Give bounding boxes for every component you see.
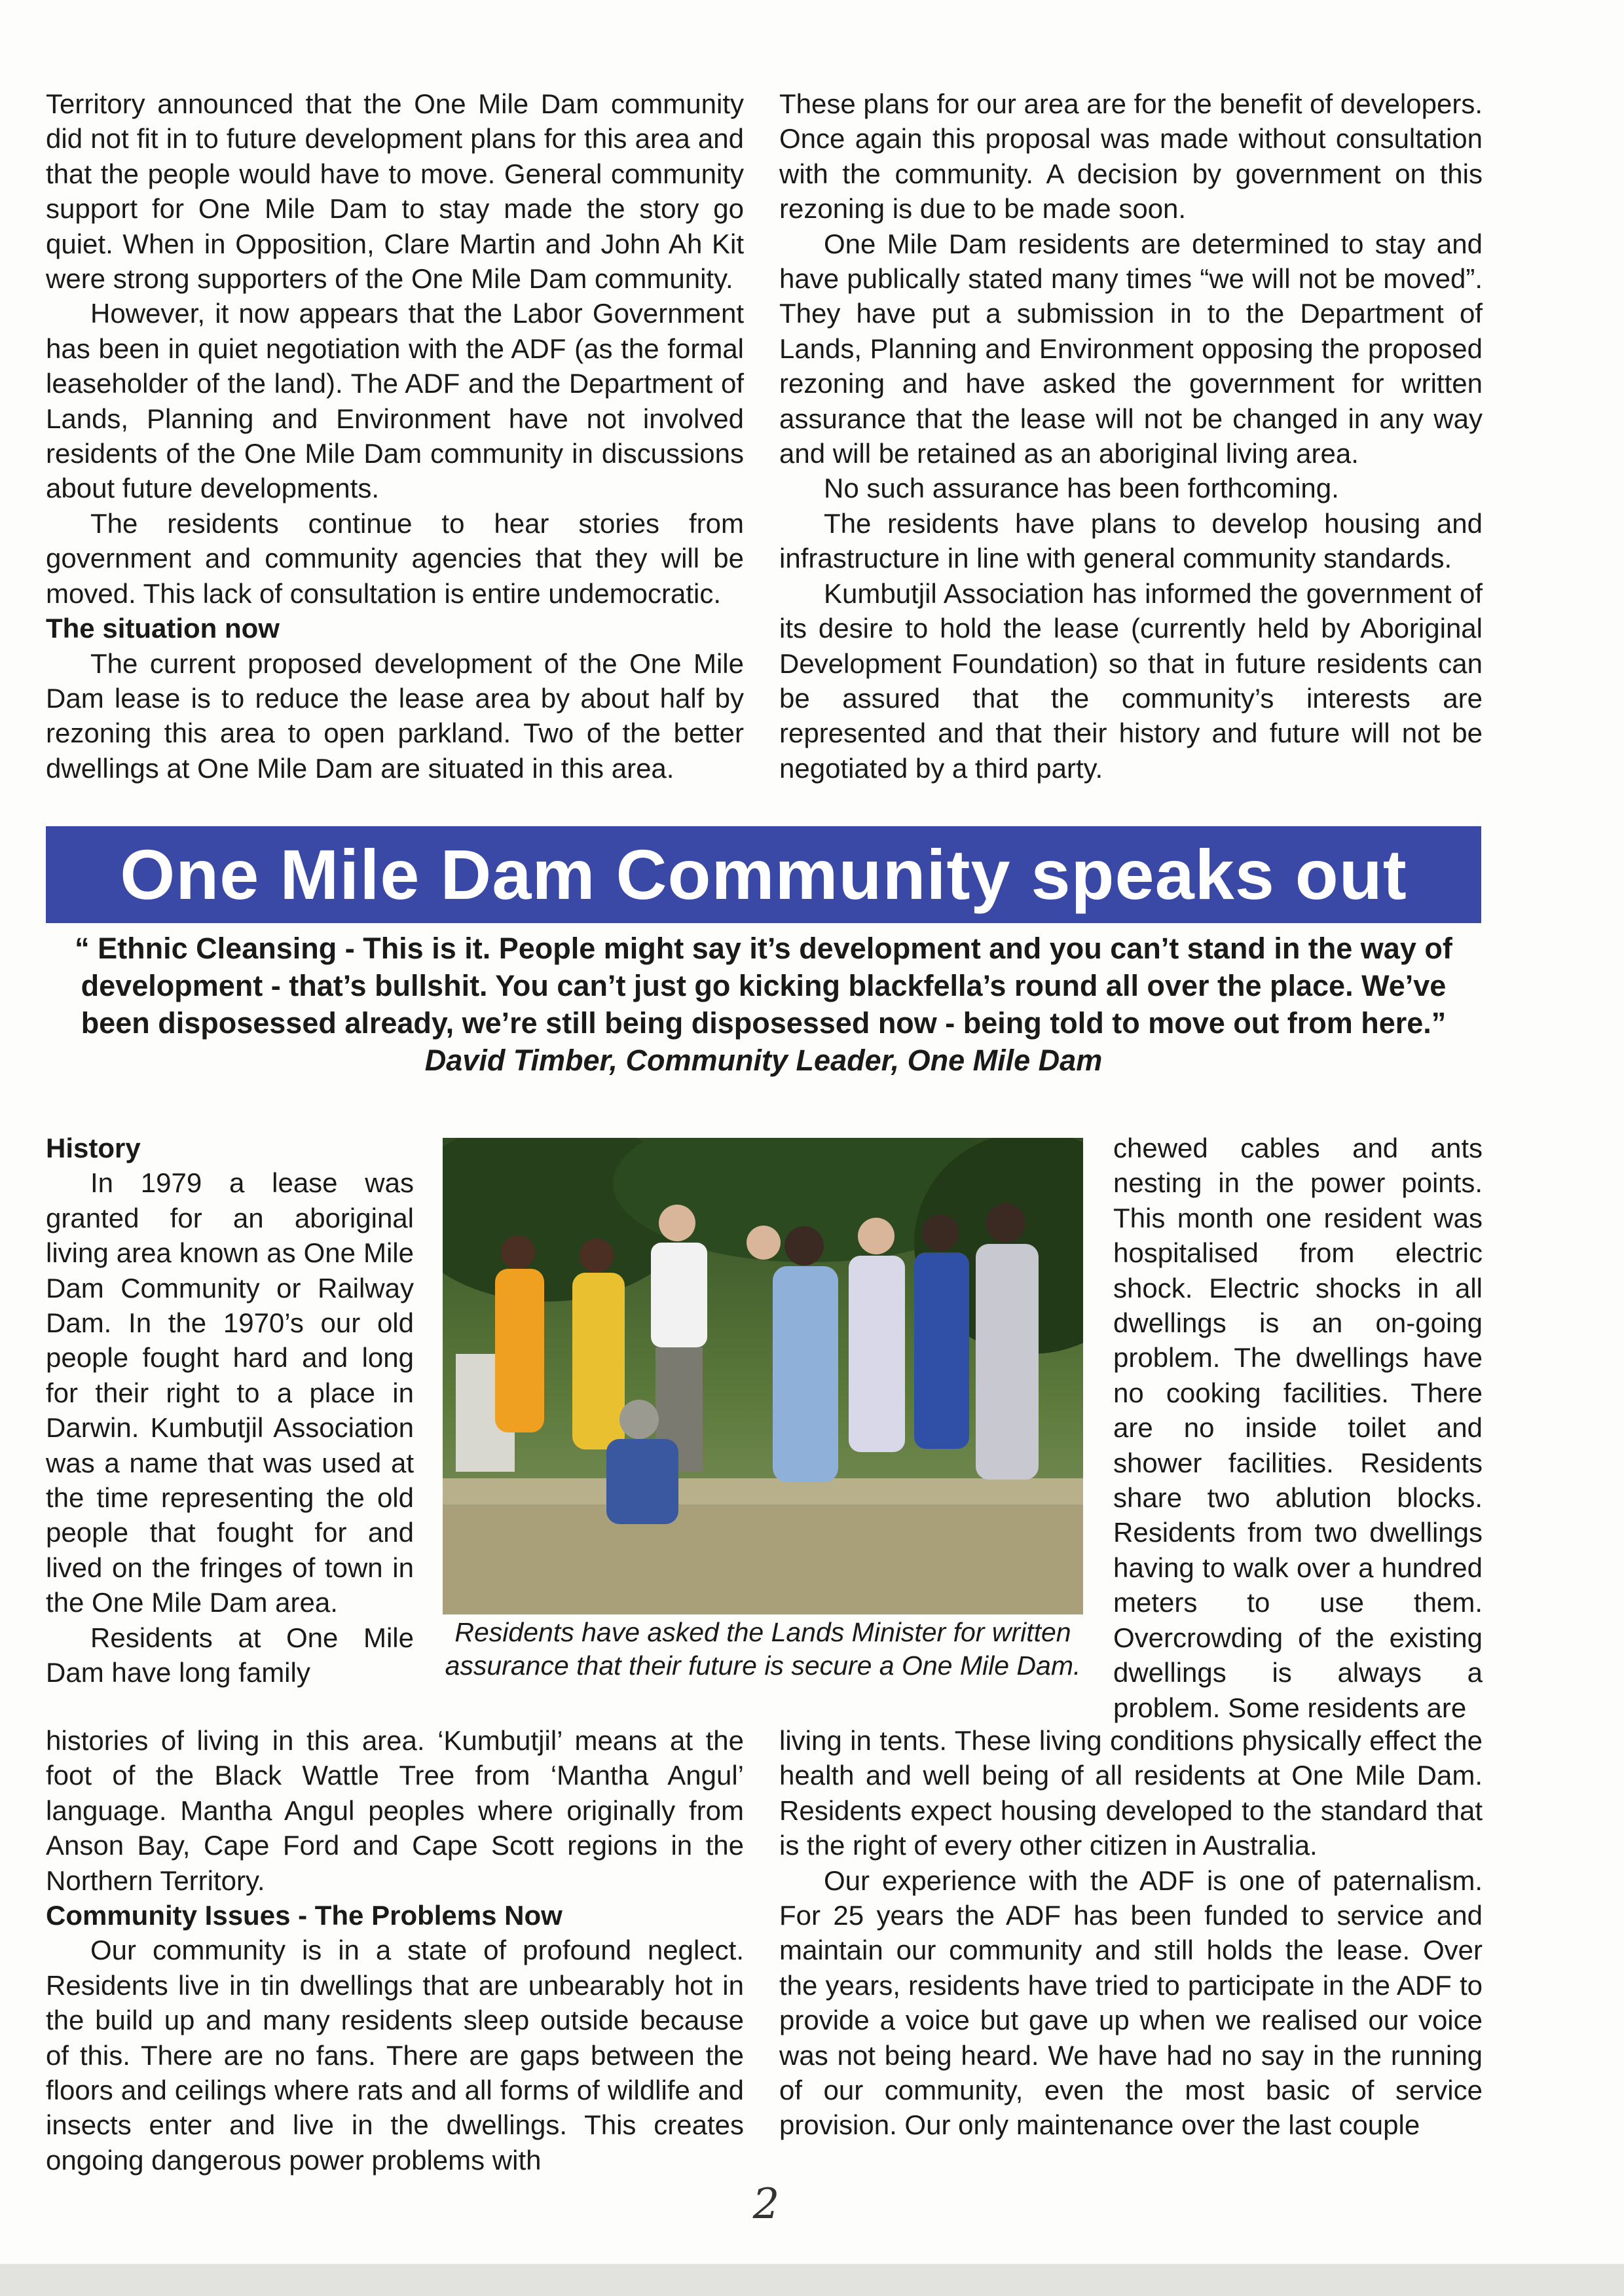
history-column	[46, 1131, 414, 1690]
paragraph: However, it now appears that the Labor Government has been in quiet negotiation with the ADF (as the formal leaseholder of the land). The ADF and the Department of Lands, Planning and Environment have not involved residents of the One Mile Dam community in discussions about future developments.	[46, 298, 744, 504]
paragraph: These plans for our area are for the benefit of developers. Once again this proposal was made without consultation with the community. A decision by government on this rezoning is due to be made soon.	[779, 88, 1483, 225]
page-number: 2	[752, 2180, 780, 2229]
paragraph: chewed cables and ants nesting in the power points. This month one resident was hospitalised from electric shock. Electric shocks in all dwellings is an on-going problem. The dwellings have no cooking facilities. There are no inside toilet and shower facilities. Residents share two ablution blocks. Residents from two dwellings having to walk over a hundred meters to use them. Overcrowding of the existing dwellings is always a problem. Some residents are	[1113, 1133, 1483, 1723]
paragraph: One Mile Dam residents are determined to stay and have publically stated many times “we will not be moved”. They have put a submission in to the Department of Lands, Planning and Environment opposing the proposed rezoning and have asked the government for written assurance that the lease will not be changed in any way and will be retained as an aboriginal living area.	[779, 228, 1483, 469]
paragraph: Our community is in a state of profound neglect. Residents live in tin dwellings that are unbearably hot in the build up and many residents sleep outside because of this. There are no fans. There are gaps between the floors and ceilings where rats and all forms of wildlife and insects enter and live in the dwellings. This creates ongoing dangerous power problems with	[46, 1935, 744, 2176]
photo-illustration	[443, 1138, 1083, 1614]
quote-text: “ Ethnic Cleansing - This is it. People might say it’s development and you can’t stand in the way of development - that’s bullshit. You can’t just go kicking blackfella’s round all over the place. We’ve been disposessed already, we’re still being disposessed now - being told to move out from here.”	[75, 932, 1452, 1040]
paragraph: The residents continue to hear stories from government and community agencies that they will be moved. This lack of consultation is entire undemocratic.	[46, 507, 744, 609]
community-group-photo	[443, 1138, 1083, 1614]
pull-quote	[52, 930, 1475, 1079]
paragraph: living in tents. These living conditions physically effect the health and well being of all residents at One Mile Dam. Residents expect housing developed to the standard that is the right of every other citizen in Australia.	[779, 1725, 1483, 1861]
bottom-right-column	[779, 1723, 1483, 2143]
history-right-column	[1113, 1131, 1483, 1725]
paragraph: In 1979 a lease was granted for an aboriginal living area known as One Mile Dam Community or Railway Dam. In the 1970’s our old people fought hard and long for their right to a place in Darwin. Kumbutjil Association was a name that was used at the time representing the old people that fought for and lived on the fringes of town in the One Mile Dam area.	[46, 1167, 414, 1618]
paragraph: Kumbutjil Association has informed the government of its desire to hold the lease (currently held by Aboriginal Development Foundation) so that in future residents can be assured that the community’s interests are represented and that their history and future will not be negotiated by a third party.	[779, 577, 1483, 784]
paragraph: histories of living in this area. ‘Kumbutjil’ means at the foot of the Black Wattle Tree from ‘Mantha Angul’ language. Mantha Angul peoples where originally from Anson Bay, Cape Ford and Cape Scott regions in the Northern Territory.	[46, 1725, 744, 1896]
article-banner-title: One Mile Dam Community speaks out	[46, 826, 1481, 923]
bottom-left-column	[46, 1723, 744, 2178]
paragraph: The current proposed development of the One Mile Dam lease is to reduce the lease area by about half by rezoning this area to open parkland. Two of the better dwellings at One Mile Dam are situated in this area.	[46, 647, 744, 784]
top-right-column	[779, 86, 1483, 786]
paragraph: Our experience with the ADF is one of paternalism. For 25 years the ADF has been funded to service and maintain our community and still holds the lease. Over the years, residents have tried to participate in the ADF to provide a voice but gave up when we realised our voice was not being heard. We have had no say in the running of our community, even the most basic of service provision. Our only maintenance over the last couple	[779, 1865, 1483, 2141]
top-left-column	[46, 86, 744, 786]
paragraph: No such assurance has been forthcoming.	[824, 473, 1339, 504]
paragraph: The residents have plans to develop housing and infrastructure in line with general community standards.	[779, 507, 1483, 574]
paragraph: Territory announced that the One Mile Dam community did not fit in to future development plans for this area and that the people would have to move. General community support for One Mile Dam to stay made the story go quiet. When in Opposition, Clare Martin and John Ah Kit were strong supporters of the One Mile Dam community.	[46, 88, 744, 295]
scan-edge	[0, 2264, 1624, 2296]
quote-attribution: David Timber, Community Leader, One Mile Dam	[424, 1044, 1103, 1077]
section-heading: Community Issues - The Problems Now	[46, 1900, 563, 1931]
photo-caption: Residents have asked the Lands Minister for written assurance that their future is secure a One Mile Dam.	[445, 1617, 1081, 1681]
section-heading: History	[46, 1133, 141, 1163]
paragraph: Residents at One Mile Dam have long family	[46, 1622, 414, 1688]
section-heading: The situation now	[46, 613, 280, 644]
